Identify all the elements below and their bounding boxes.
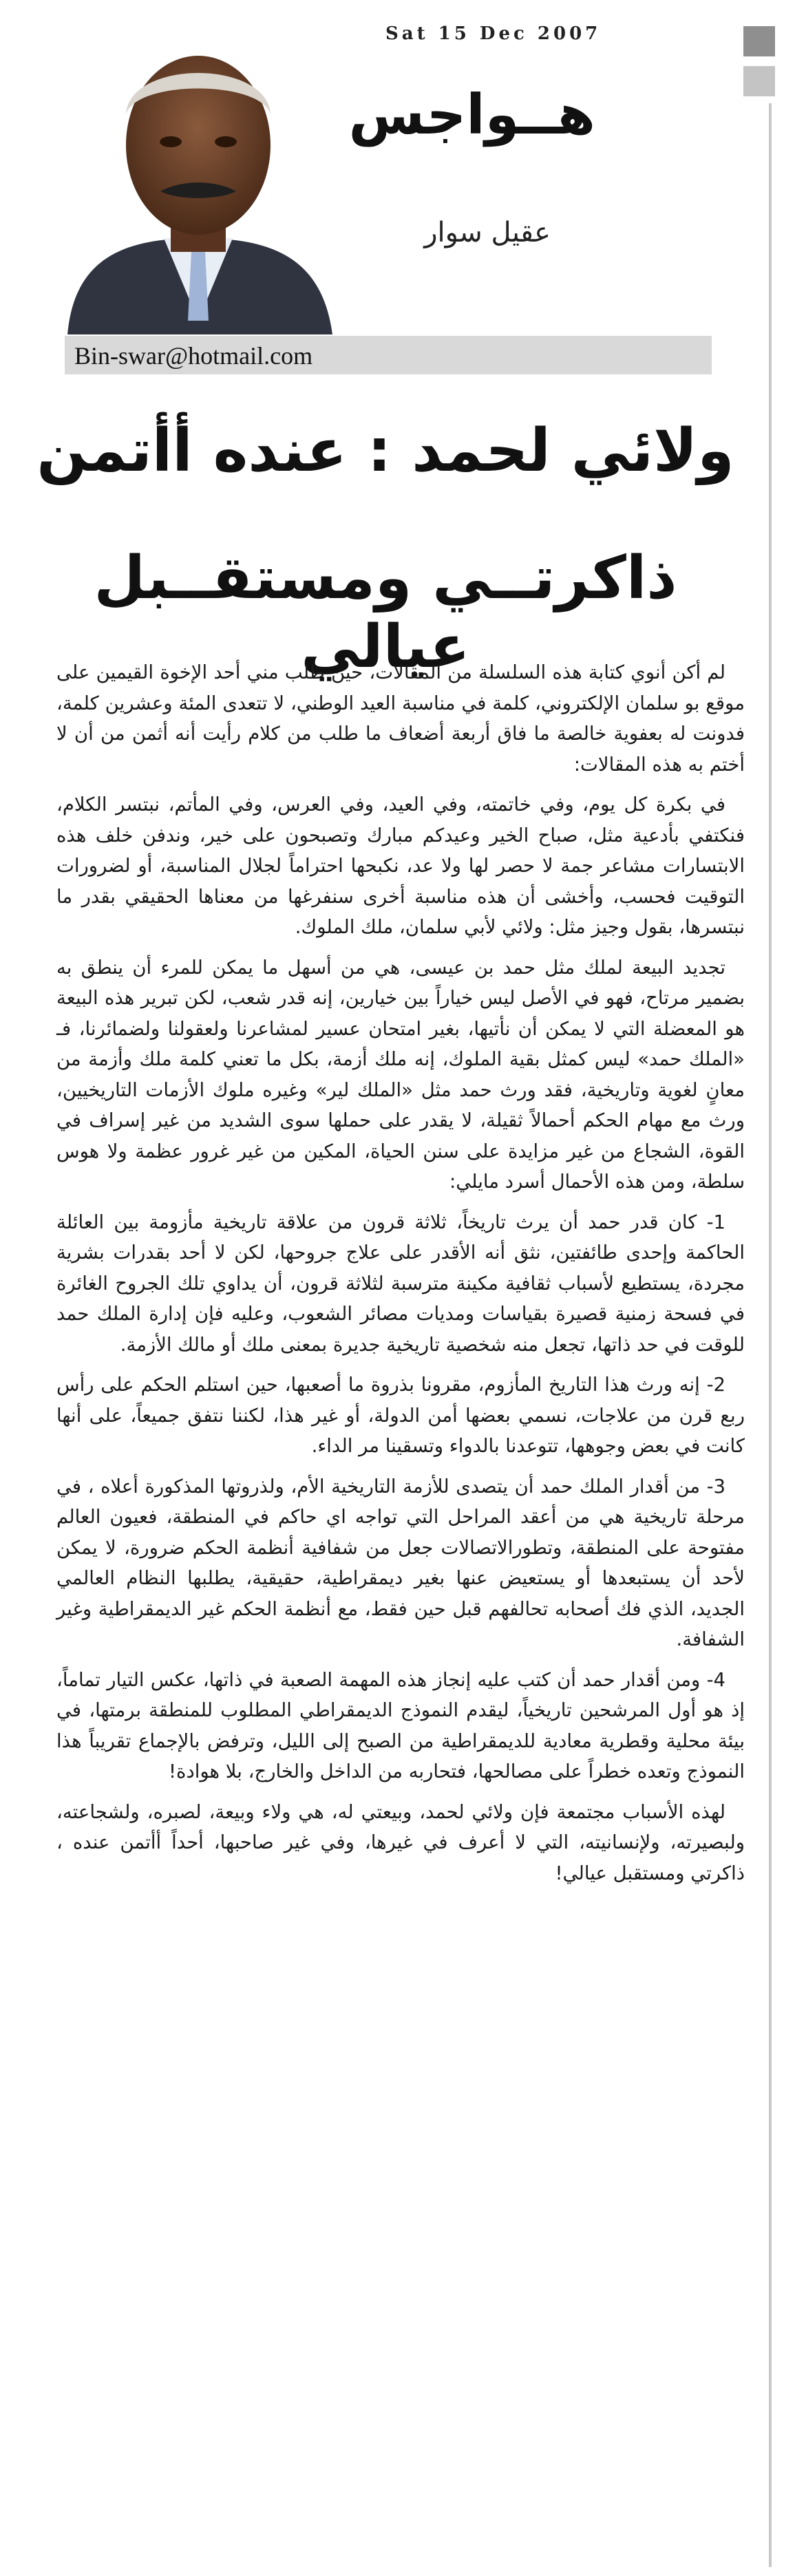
- headline-line-2: ذاكرتــي ومستقــبل عيالي: [94, 544, 677, 681]
- paragraph: 4- ومن أقدار حمد أن كتب عليه إنجاز هذه المهمة الصعبة في ذاتها، عكس التيار تماماً، إذ هو أول المرشحين تاريخياً، ليقدم النموذج الديمقراطي المطلوب للمنطقة برمتها، في بيئة محلية وقطرية معادية للديمقراطية من الصبح إلى الليل، وترفض بالإجماع تقريباً هذا النموذج وتعده خطراً على مصالحها، فتحاربه من الداخل والخارج، بلا هوادة!: [56, 1668, 745, 1782]
- paragraph: لم أكن أنوي كتابة هذه السلسلة من المقالات، حين طلب مني أحد الإخوة القيمين على موقع بو سلمان الإلكتروني، كلمة في مناسبة العيد الوطني، لا تتعدى المئة وعشرين كلمة، فدونت له بعفوية خالصة ما فاق أربعة أضعاف ما طلب من كلام رأيت أنه أثمن من أن لا أختم به هذه المقالات:: [56, 661, 745, 776]
- decor-square-dark: [743, 26, 775, 56]
- column-title: هــواجس: [348, 83, 595, 147]
- paragraph: في بكرة كل يوم، وفي خاتمته، وفي العيد، وفي العرس، وفي المأتم، نبتسر الكلام، فنكتفي بأدعية مثل، صباح الخير وعيدكم مبارك وتصبحون على خير، وندفن خلف هذه الابتسارات مشاعر جمة لا حصر لها ولا عد، نكبحها احتراماً لجلال المناسبة، أو لضرورات التوقيت فحسب، وأخشى أن هذه مناسبة أخرى سنفرغها من معناها الحقيقي بقدر ما نبتسرها، بقول وجيز مثل: ولائي لأبي سلمان، ملك الملوك.: [56, 794, 745, 938]
- decor-square-light: [743, 66, 775, 96]
- headline-line-1: ولائي لحمد : عنده أأتمن: [36, 416, 734, 485]
- column-rule: [769, 103, 772, 2567]
- paragraph: 2- إنه ورث هذا التاريخ المأزوم، مقرونا بذروة ما أصعبها، حين استلم الحكم على رأس ربع قرن من علاجات، نسمي بعضها أمن الدولة، أو غير هذا، لكننا نتفق جميعاً، على أنها كانت في بعض وجوهها، تتوعدنا بالدواء وتسقينا مر الداء.: [56, 1374, 745, 1457]
- paragraph: لهذه الأسباب مجتمعة فإن ولائي لحمد، وبيعتي له، هي ولاء وبيعة، لصبره، ولشجاعته، ولبصيرته، ولإنسانيته، التي لا أعرف في غيرها، وفي غير صاحبها، أحداً أأتمن عنده ، ذاكرتي ومستقبل عيالي!: [56, 1800, 745, 1884]
- paragraph: 3- من أقدار الملك حمد أن يتصدى للأزمة التاريخية الأم، ولذروتها المذكورة أعلاه ، في مرحلة تاريخية هي من أعقد المراحل التي تواجه اي حاكم في المنطقة، فعيون العالم مفتوحة على المنطقة، وتطورالاتصالات جعل من شفافية أنظمة الحكم ضرورة، لا يمكن لأحد أن يستبعدها أو يستعيض عنها بغير ديمقراطية، حقيقية، يطلبها النظام العالمي الجديد، الذي فك أصحابه تحالفهم قبل حين فقط، مع أنظمة الحكم غير الديمقراطية وغير الشفافة.: [56, 1475, 745, 1650]
- author-name: عقيل سوار: [424, 217, 551, 248]
- author-photo: [61, 32, 336, 334]
- paragraph: تجديد البيعة لملك مثل حمد بن عيسى، هي من أسهل ما يمكن للمرء أن ينطق به بضمير مرتاح، فهو في الأصل ليس خياراً بين خيارين، إنه قدر شعب، لكن تبرير هذه البيعة هو المعضلة التي لا يمكن أن نأتيها، بغير امتحان عسير لمشاعرنا ولعقولنا ولضمائرنا، فـ «الملك حمد» ليس كمثل بقية الملوك، إنه ملك أزمة، بكل ما تعني كلمة ملك وأزمة من معانٍ لغوية وتاريخية، فقد ورث حمد مثل «الملك لير» وغيره ملوك الأزمات التاريخيين، ورث مع مهام الحكم أحمالاً ثقيلة، لا يقدر على حملها سوى الشديد من غير إسراف في القوة، الشجاع من غير مزايدة على سنن الحياة، المكين من غير غرور عظمة ولا هوس سلطة، ومن هذه الأحمال أسرد مايلي:: [56, 956, 745, 1193]
- author-email[interactable]: Bin-swar@hotmail.com: [74, 342, 313, 370]
- publication-date: Sat 15 Dec 2007: [385, 23, 602, 44]
- paragraph: 1- كان قدر حمد أن يرث تاريخاً، ثلاثة قرون من علاقة تاريخية مأزومة بين العائلة الحاكمة وإحدى طائفتين، نثق أنه الأقدر على علاج جروحها، لكن لا أحد بقدرات بشرية مجردة، يستطيع لأسباب ثقافية مكينة مترسبة لثلاثة قرون، أن يداوي تلك الجروح الغائرة في فسحة زمنية قصيرة بقياسات ومديات مصائر الشعوب، وعليه فإن إدارة الملك حمد للوقت في حد ذاتها، تجعل منه شخصية تاريخية جديرة بمعنى ملك أو مالك الأزمة.: [56, 1211, 745, 1356]
- article-body: [56, 657, 745, 1898]
